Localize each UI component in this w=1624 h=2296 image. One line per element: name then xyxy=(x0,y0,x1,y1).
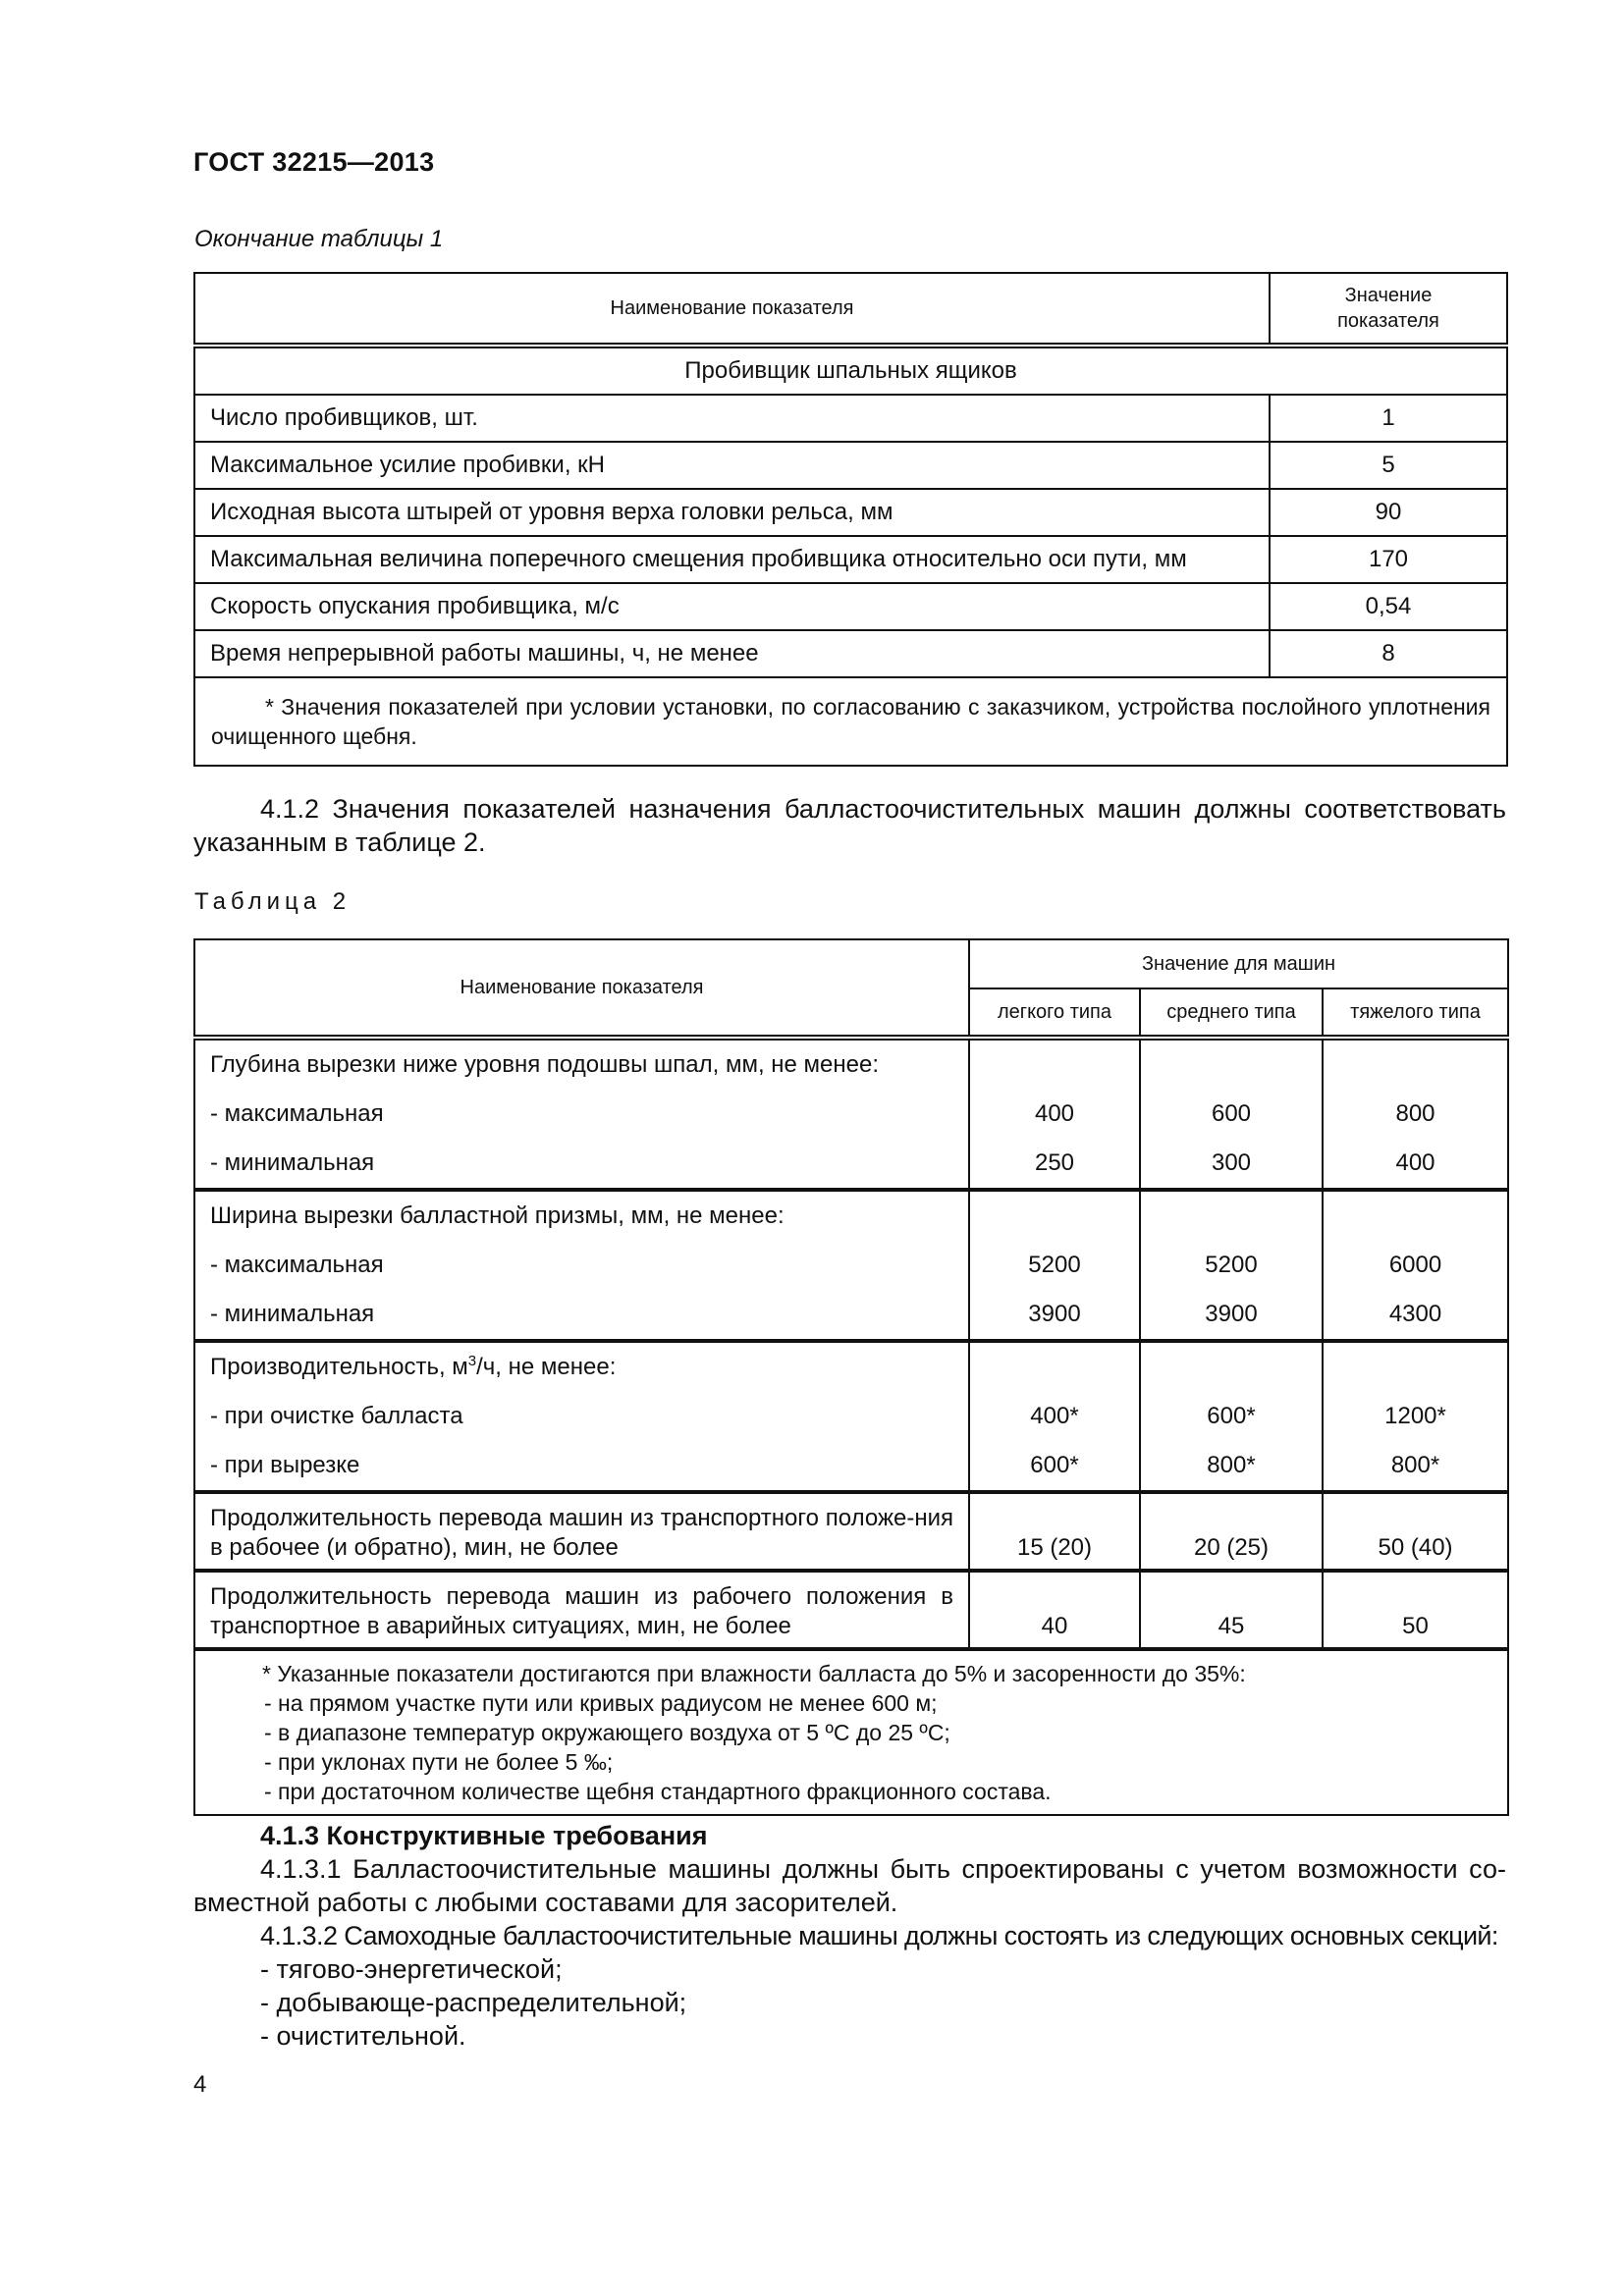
table1-caption: Окончание таблицы 1 xyxy=(194,226,444,252)
table-row: Максимальное усилие пробивки, кН 5 xyxy=(194,442,1507,489)
paragraph-4-1-3-1: 4.1.3.1 Балластоочистительные машины должны быть спроектированы с учетом возможности со-вместной работы с любыми составами для засорителей. xyxy=(193,1854,1506,1917)
table-row: Продолжительность перевода машин из транспортного положе-ния в рабочее (и обратно), мин, не более 15 (20) 20 (25) 50 (40) xyxy=(194,1492,1508,1571)
table2-header-heavy: тяжелого типа xyxy=(1323,988,1508,1038)
table1-header-name: Наименование показателя xyxy=(194,273,1270,346)
table1-footnote: * Значения показателей при условии установки, по согласованию с заказчиком, устройства послойного уплотнения очищенного щебня. xyxy=(194,677,1507,766)
list-item: - тягово-энергетической; xyxy=(260,1954,563,1984)
table-row: Скорость опускания пробивщика, м/с 0,54 xyxy=(194,583,1507,630)
table-row: Продолжительность перевода машин из рабочего положения в транспортное в аварийных ситуациях, мин, не более 40 45 50 xyxy=(194,1571,1508,1649)
table2-caption: Таблица 2 xyxy=(194,888,352,915)
table1-header-value: Значение показателя xyxy=(1270,273,1507,346)
table-row: Глубина вырезки ниже уровня подошвы шпал, мм, не менее: - максимальная - минимальная 400 250 600 300 800 400 xyxy=(194,1038,1508,1190)
paragraph-4-1-3-2: 4.1.3.2 Самоходные балластоочистительные машины должны состоять из следующих основных секций: xyxy=(260,1921,1498,1950)
list-item: - добывающе-распределительной; xyxy=(260,1988,687,2017)
table-2 xyxy=(193,938,1509,1816)
table1-section-title: Пробивщик шпальных ящиков xyxy=(194,346,1507,395)
table-row: Максимальная величина поперечного смещения пробивщика относительно оси пути, мм 170 xyxy=(194,536,1507,583)
table-row: Время непрерывной работы машины, ч, не менее 8 xyxy=(194,630,1507,677)
table2-header-light: легкого типа xyxy=(969,988,1140,1038)
table2-header-group: Значение для машин xyxy=(969,939,1508,988)
page-number: 4 xyxy=(193,2071,207,2098)
table-row: Число пробивщиков, шт. 1 xyxy=(194,395,1507,442)
standard-code: ГОСТ 32215—2013 xyxy=(193,147,435,177)
table2-footnote: * Указанные показатели достигаются при влажности балласта до 5% и засоренности до 35%: - на прямом участке пути или кривых радиусом не менее 600 м; - в диапазоне температур окружающего воздуха от 5 ºС до 25 ºС; - при уклонах пути не более 5 ‰; - при достаточном количестве щебня стандартного фракционного состава. xyxy=(194,1649,1508,1815)
section-title: 4.1.3 Конструктивные требования xyxy=(260,1821,708,1850)
table-row: Ширина вырезки балластной призмы, мм, не менее: - максимальная - минимальная 5200 3900 5200 3900 6000 4300 xyxy=(194,1190,1508,1341)
table2-header-name: Наименование показателя xyxy=(194,939,969,1038)
table-1 xyxy=(193,272,1508,767)
paragraph-4-1-2: 4.1.2 Значения показателей назначения балластоочистительных машин должны соответствовать указанным в таблице 2. xyxy=(193,794,1506,857)
list-item: - очистительной. xyxy=(260,2021,466,2051)
section-4-1-3 xyxy=(193,1819,1506,2053)
table-row: Производительность, $м^3/ч$, не менее: - при очистке балласта - при вырезке 400* 600* 600* 800* 1200* 800* xyxy=(194,1341,1508,1492)
table-row: Исходная высота штырей от уровня верха головки рельса, мм 90 xyxy=(194,489,1507,536)
table2-header-medium: среднего типа xyxy=(1140,988,1323,1038)
